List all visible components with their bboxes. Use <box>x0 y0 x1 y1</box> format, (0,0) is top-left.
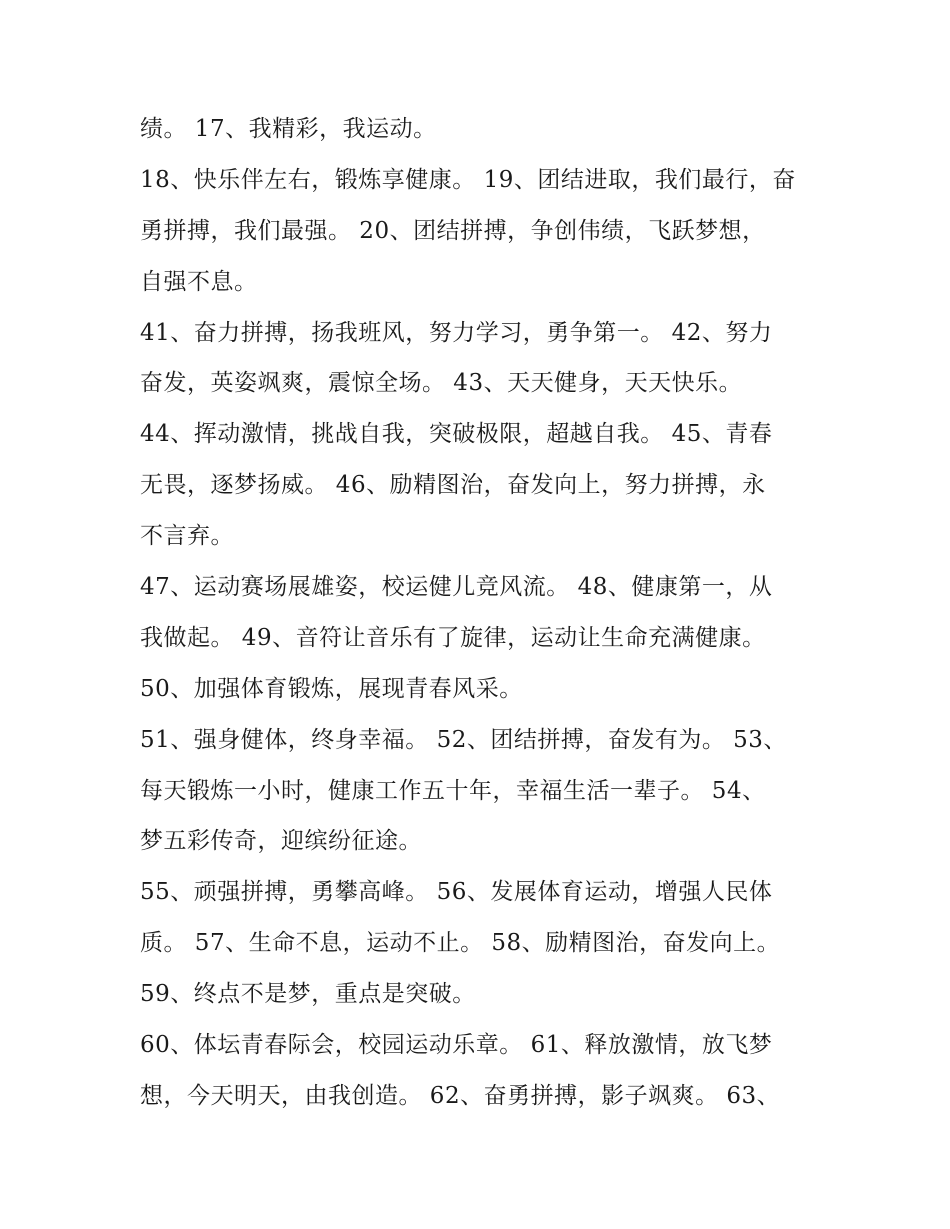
text-line: 55、顽强拼搏，勇攀高峰。 56、发展体育运动，增强人民体 <box>140 879 773 906</box>
text-line: 奋发，英姿飒爽，震惊全场。 43、天天健身，天天快乐。 <box>140 370 743 397</box>
text-line: 41、奋力拼搏，扬我班风，努力学习，勇争第一。 42、努力 <box>140 319 773 346</box>
text-line: 我做起。 49、音符让音乐有了旋律，运动让生命充满健康。 <box>140 624 766 651</box>
text-line: 51、强身健体，终身幸福。 52、团结拼搏，奋发有为。 53、 <box>140 726 787 753</box>
text-line: 自强不息。 <box>140 268 258 295</box>
text-line: 不言弃。 <box>140 523 234 550</box>
text-line: 44、挥动激情，挑战自我，突破极限，超越自我。 45、青春 <box>140 421 773 448</box>
text-line: 50、加强体育锻炼，展现青春风采。 <box>140 675 523 702</box>
text-line: 59、终点不是梦，重点是突破。 <box>140 981 476 1008</box>
text-line: 每天锻炼一小时，健康工作五十年，幸福生活一辈子。 54、 <box>140 777 766 804</box>
text-line: 60、体坛青春际会，校园运动乐章。 61、释放激情，放飞梦 <box>140 1032 773 1059</box>
text-line: 想，今天明天，由我创造。 62、奋勇拼搏，影子飒爽。 63、 <box>140 1082 781 1109</box>
document-body <box>140 104 830 1122</box>
text-line: 梦五彩传奇，迎缤纷征途。 <box>140 828 422 855</box>
text-line: 47、运动赛场展雄姿，校运健儿竞风流。 48、健康第一，从 <box>140 574 773 601</box>
text-line: 18、快乐伴左右，锻炼享健康。 19、团结进取，我们最行，奋 <box>140 166 796 193</box>
text-line: 勇拼搏，我们最强。 20、团结拼搏，争创伟绩，飞跃梦想， <box>140 217 766 244</box>
text-line: 绩。 17、我精彩，我运动。 <box>140 116 437 142</box>
text-line: 质。 57、生命不息，运动不止。 58、励精图治，奋发向上。 <box>140 930 781 957</box>
text-line: 无畏，逐梦扬威。 46、励精图治，奋发向上，努力拼搏，永 <box>140 472 766 499</box>
